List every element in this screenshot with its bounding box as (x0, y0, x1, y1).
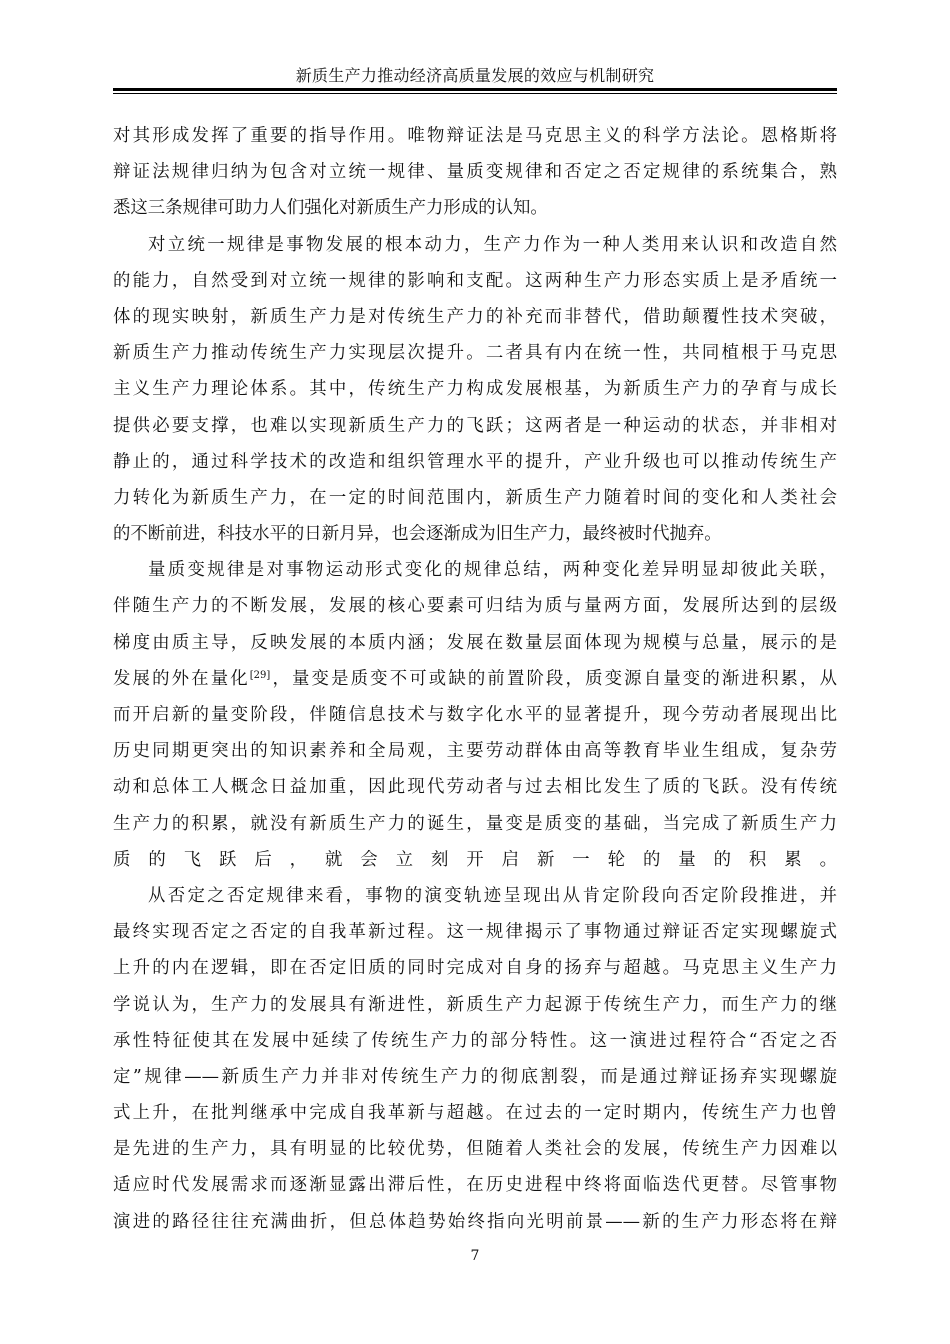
text-line: 定”规律——新质生产力并非对传统生产力的彻底割裂，而是通过辩证扬弃实现螺旋 (113, 1066, 837, 1087)
text-line: 质的飞跃后，就会立刻开启新一轮的量的积累。 (113, 849, 837, 870)
text-line: 对立统一规律是事物发展的根本动力，生产力作为一种人类用来认识和改造自然 (148, 234, 837, 255)
text-line: 对其形成发挥了重要的指导作用。唯物辩证法是马克思主义的科学方法论。恩格斯将 (113, 126, 837, 146)
paragraph (113, 552, 837, 878)
running-header: 新质生产力推动经济高质量发展的效应与机制研究 (295, 66, 655, 85)
text-line: 量质变规律是对事物运动形式变化的规律总结，两种变化差异明显却彼此关联， (148, 560, 837, 581)
text-line: 的能力，自然受到对立统一规律的影响和支配。这两种生产力形态实质上是矛盾统一 (113, 270, 837, 291)
citation-marker[interactable]: [29] (249, 669, 271, 681)
text-line: 的不断前进，科技水平的日新月异，也会逐渐成为旧生产力，最终被时代抛弃。 (113, 524, 722, 545)
text-line: 是先进的生产力，具有明显的比较优势，但随着人类社会的发展，传统生产力因难以 (113, 1139, 837, 1160)
text-line: 学说认为，生产力的发展具有渐进性，新质生产力起源于传统生产力，而生产力的继 (113, 994, 837, 1015)
text-segment: ，量变是质变不可或缺的前置阶段，质变源自量变的渐进积累，从 (270, 668, 837, 689)
text-line: 悉这三条规律可助力人们强化对新质生产力形成的认知。 (113, 198, 548, 219)
header-rule-thin (113, 93, 837, 94)
text-line: 式上升，在批判继承中完成自我革新与超越。在过去的一定时期内，传统生产力也曾 (113, 1103, 837, 1124)
body-text (113, 118, 837, 1240)
text-line: 伴随生产力的不断发展，发展的核心要素可归结为质与量两方面，发展所达到的层级 (113, 596, 837, 617)
text-line: 而开启新的量变阶段，伴随信息技术与数字化水平的显著提升，现今劳动者展现出比 (113, 705, 837, 725)
text-line: 从否定之否定规律来看，事物的演变轨迹呈现出从肯定阶段向否定阶段推进，并 (148, 885, 837, 906)
text-line: 辩证法规律归纳为包含对立统一规律、量质变规律和否定之否定规律的系统集合，熟 (113, 162, 837, 183)
text-line: 上升的内在逻辑，即在否定旧质的同时完成对自身的扬弃与超越。马克思主义生产力 (113, 958, 837, 979)
header-rule-thick (113, 88, 837, 91)
text-line: 静止的，通过科学技术的改造和组织管理水平的提升，产业升级也可以推动传统生产 (113, 451, 837, 472)
text-line: 力转化为新质生产力，在一定的时间范围内，新质生产力随着时间的变化和人类社会 (113, 487, 837, 508)
text-line: 新质生产力推动传统生产力实现层次提升。二者具有内在统一性，共同植根于马克思 (113, 343, 837, 364)
text-line: 演进的路径往往充满曲折，但总体趋势始终指向光明前景——新的生产力形态将在辩 (113, 1211, 837, 1232)
page-number: 7 (470, 1248, 480, 1264)
text-line: 动和总体工人概念日益加重，因此现代劳动者与过去相比发生了质的飞跃。没有传统 (113, 777, 837, 798)
text-line-with-citation (113, 661, 837, 697)
text-line: 最终实现否定之否定的自我革新过程。这一规律揭示了事物通过辩证否定实现螺旋式 (113, 922, 837, 943)
text-line: 提供必要支撑，也难以实现新质生产力的飞跃；这两者是一种运动的状态，并非相对 (113, 415, 837, 436)
text-line: 主义生产力理论体系。其中，传统生产力构成发展根基，为新质生产力的孕育与成长 (113, 379, 837, 400)
paragraph (113, 878, 837, 1240)
text-line: 适应时代发展需求而逐渐显露出滞后性，在历史进程中终将面临迭代更替。尽管事物 (113, 1175, 837, 1196)
paragraph (113, 227, 837, 553)
text-line: 历史同期更突出的知识素养和全局观，主要劳动群体由高等教育毕业生组成，复杂劳 (113, 741, 837, 762)
text-line: 承性特征使其在发展中延续了传统生产力的部分特性。这一演进过程符合“否定之否 (113, 1030, 837, 1051)
text-segment: 发展的外在量化 (113, 668, 250, 689)
text-line: 体的现实映射，新质生产力是对传统生产力的补充而非替代，借助颠覆性技术突破， (113, 306, 837, 327)
text-line: 梯度由质主导，反映发展的本质内涵；发展在数量层面体现为规模与总量，展示的是 (113, 632, 837, 653)
text-line: 生产力的积累，就没有新质生产力的诞生，量变是质变的基础，当完成了新质生产力 (113, 813, 837, 834)
paragraph (113, 118, 837, 227)
